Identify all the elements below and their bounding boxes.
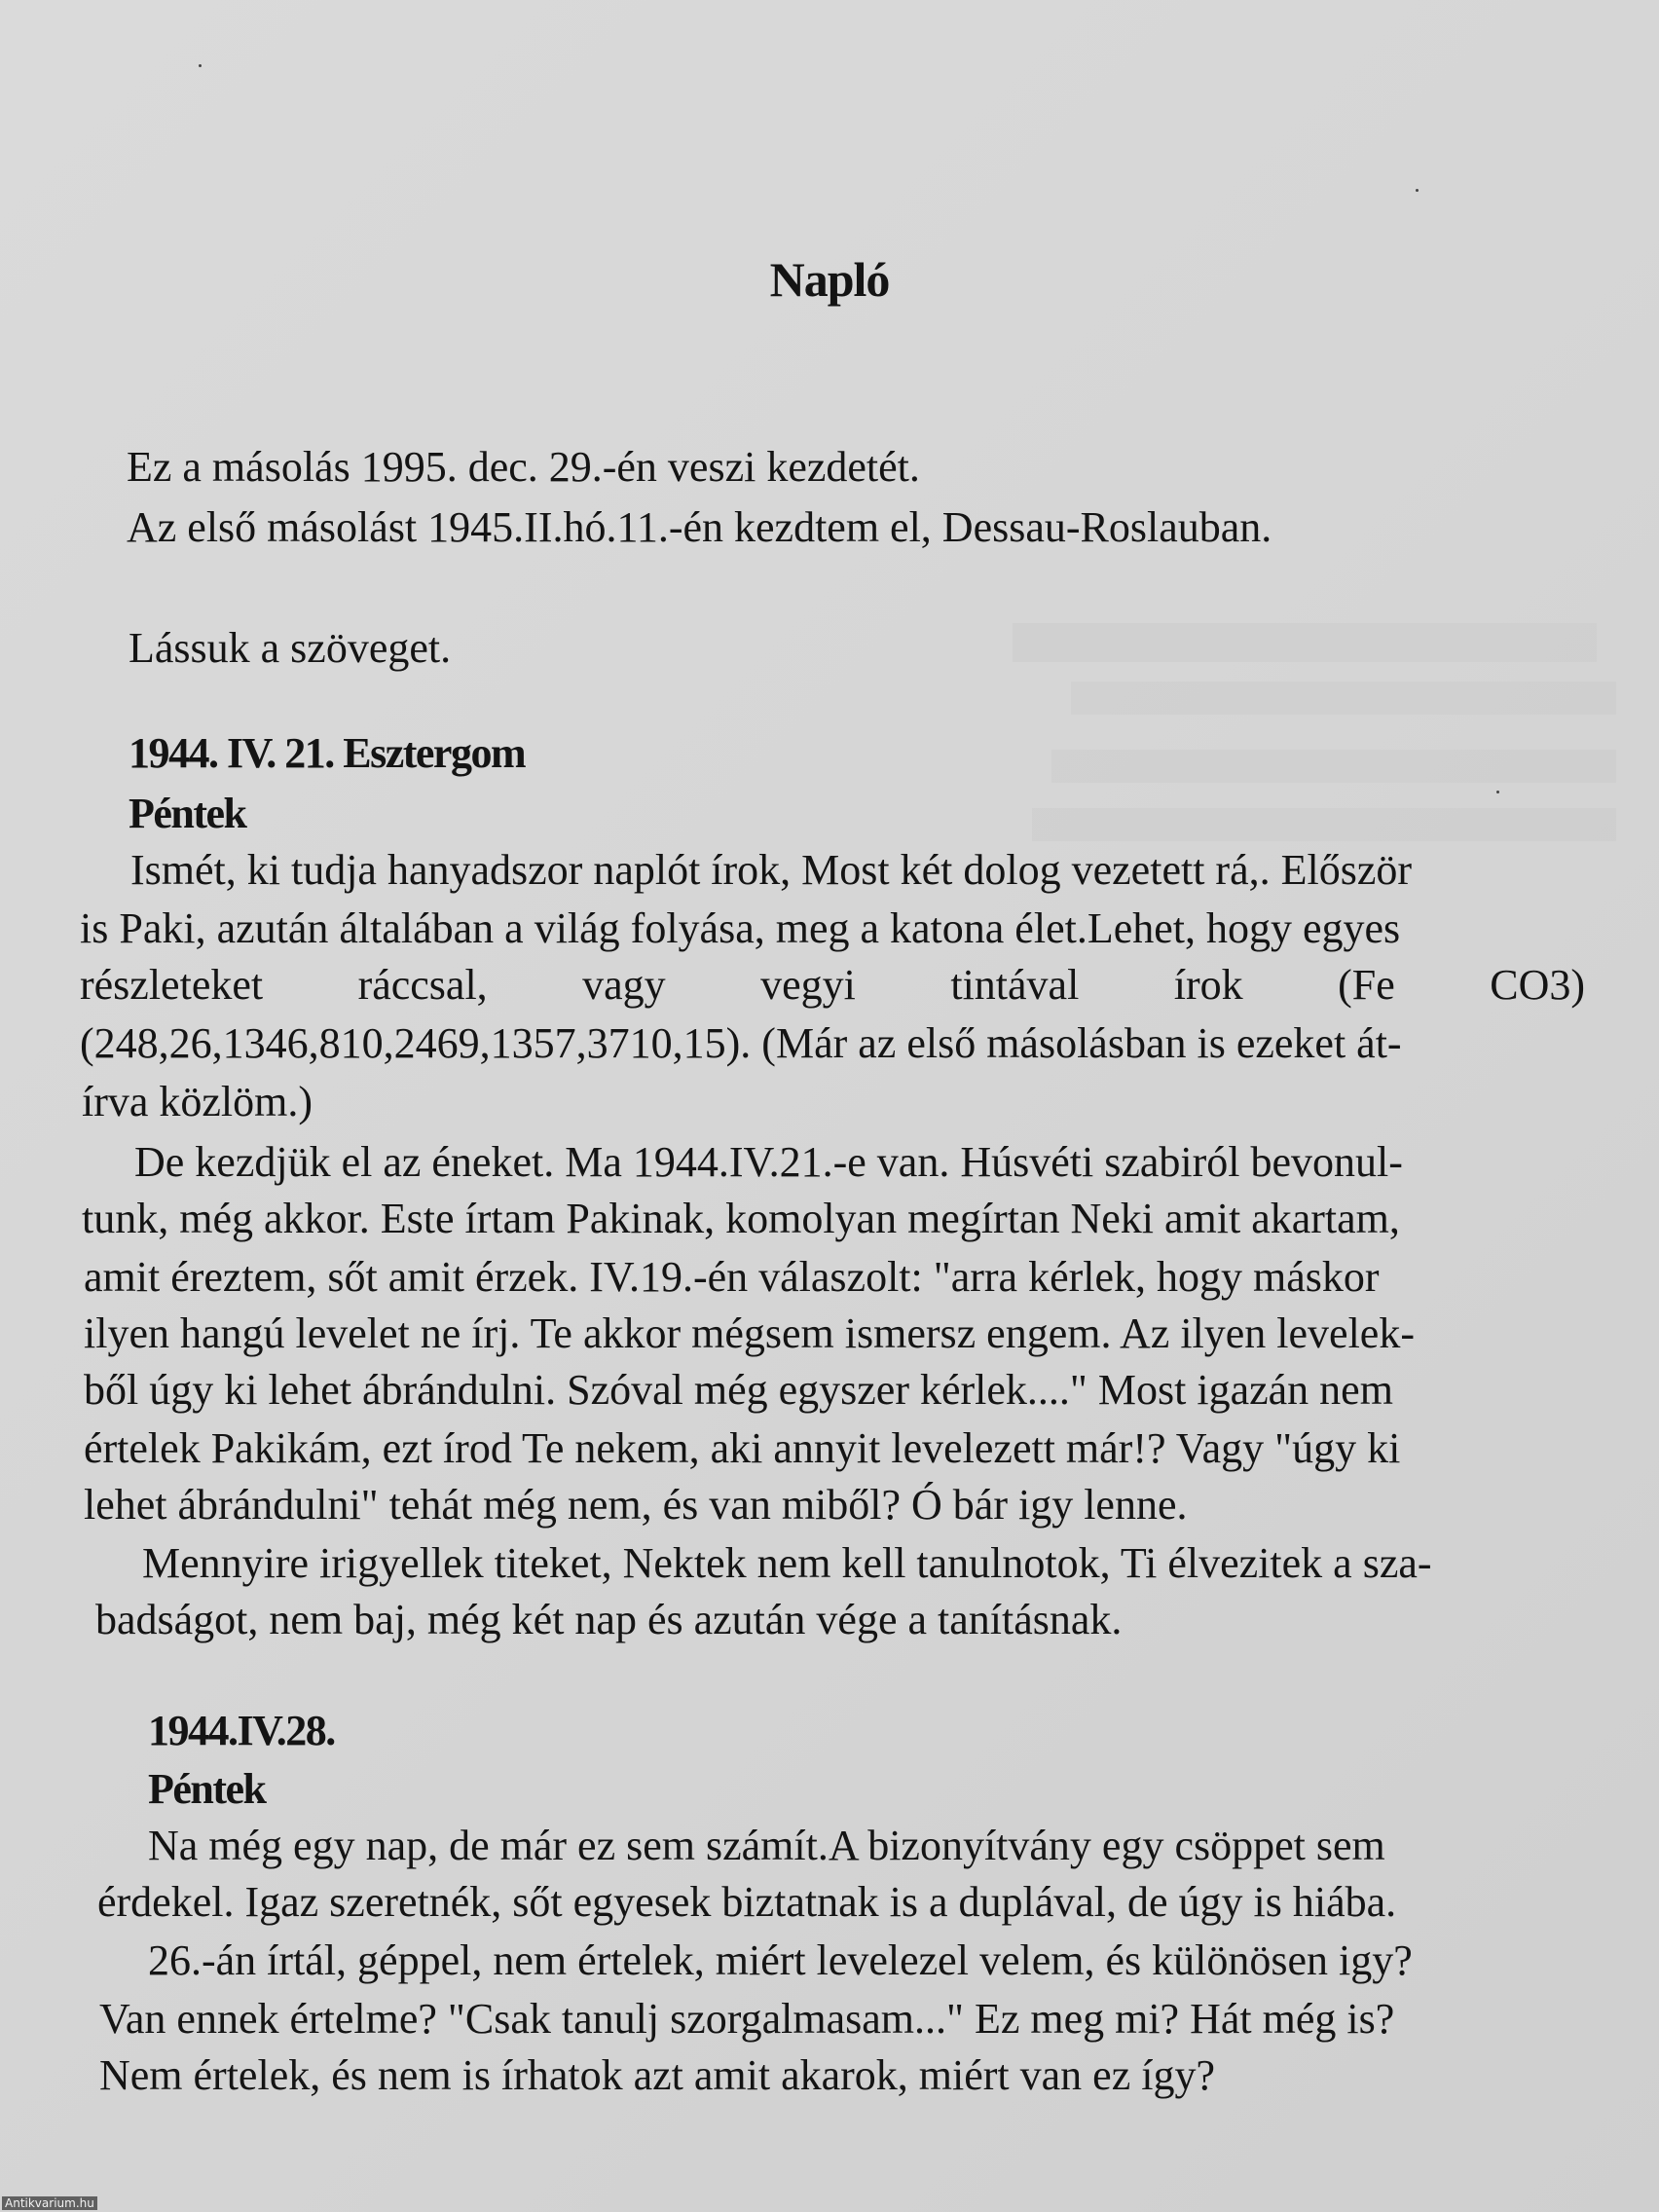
speck: [1496, 791, 1499, 793]
paragraph-line: De kezdjük el az éneket. Ma 1944.IV.21.-e van. Húsvéti szabiról bevonul-: [134, 1138, 1403, 1186]
speck: [199, 64, 202, 67]
paragraph-line: amit éreztem, sőt amit érzek. IV.19.-én válaszolt: "arra kérlek, hogy máskor: [84, 1253, 1380, 1301]
word: írok: [1173, 961, 1243, 1009]
word: részleteket: [80, 961, 264, 1009]
bleed-through-shadow: [1071, 682, 1616, 715]
paragraph-line: Van ennek értelme? "Csak tanulj szorgalmasam..." Ez meg mi? Hát még is?: [99, 1995, 1395, 2043]
entry-day: Péntek: [148, 1765, 266, 1813]
entry-day: Péntek: [129, 790, 246, 837]
word: ráccsal,: [357, 961, 488, 1009]
paragraph-line: írva közlöm.): [82, 1078, 313, 1125]
paragraph-line: lehet ábrándulni" tehát még nem, és van miből? Ó bár igy lenne.: [84, 1481, 1188, 1529]
paragraph-line: ből úgy ki lehet ábrándulni. Szóval még egyszer kérlek...." Most igazán nem: [84, 1366, 1393, 1414]
intro-line: Az első másolást 1945.II.hó.11.-én kezdtem el, Dessau-Roslauban.: [127, 503, 1272, 551]
paragraph-line: érdekel. Igaz szeretnék, sőt egyesek biztatnak is a duplával, de úgy is hiába.: [97, 1878, 1397, 1926]
bleed-through-shadow: [1051, 750, 1616, 783]
word: vagy: [582, 961, 666, 1009]
entry-date: 1944.IV.28.: [148, 1707, 335, 1754]
word: tintával: [950, 961, 1080, 1009]
paragraph-line: Nem értelek, és nem is írhatok azt amit akarok, miért van ez így?: [99, 2051, 1215, 2099]
page-title: Napló: [769, 252, 890, 307]
word: vegyi: [760, 961, 856, 1009]
paragraph-line: (248,26,1346,810,2469,1357,3710,15). (Már az első másolásban is ezeket át-: [80, 1019, 1402, 1067]
intro-line: Lássuk a szöveget.: [129, 624, 452, 672]
paragraph-line: ilyen hangú levelet ne írj. Te akkor mégsem ismersz engem. Az ilyen levelek-: [84, 1309, 1415, 1357]
entry-date: 1944. IV. 21. Esztergom: [129, 729, 526, 777]
paragraph-line: is Paki, azután általában a világ folyása, meg a katona élet.Lehet, hogy egyes: [80, 904, 1401, 952]
intro-line: Ez a másolás 1995. dec. 29.-én veszi kezdetét.: [127, 443, 920, 491]
paragraph-line: Na még egy nap, de már ez sem számít.A bizonyítvány egy csöppet sem: [148, 1822, 1385, 1869]
paragraph-line: értelek Pakikám, ezt írod Te nekem, aki annyit levelezett már!? Vagy "úgy ki: [84, 1424, 1401, 1472]
paragraph-line: badságot, nem baj, még két nap és azután vége a tanításnak.: [95, 1596, 1123, 1643]
word: CO3): [1490, 961, 1585, 1009]
justified-line: [80, 961, 1585, 1009]
paragraph-line: Mennyire irigyellek titeket, Nektek nem kell tanulnotok, Ti élvezitek a sza-: [142, 1539, 1432, 1587]
bleed-through-shadow: [1013, 623, 1597, 662]
paragraph-line: Ismét, ki tudja hanyadszor naplót írok, Most két dolog vezetett rá,. Először: [130, 846, 1413, 894]
watermark: Antikvarium.hu: [2, 2196, 97, 2210]
word: (Fe: [1338, 961, 1395, 1009]
paragraph-line: tunk, még akkor. Este írtam Pakinak, komolyan megírtan Neki amit akartam,: [82, 1195, 1400, 1242]
bleed-through-shadow: [1032, 808, 1616, 841]
speck: [1416, 189, 1419, 192]
paragraph-line: 26.-án írtál, géppel, nem értelek, miért levelezel velem, és különösen igy?: [148, 1936, 1413, 1984]
